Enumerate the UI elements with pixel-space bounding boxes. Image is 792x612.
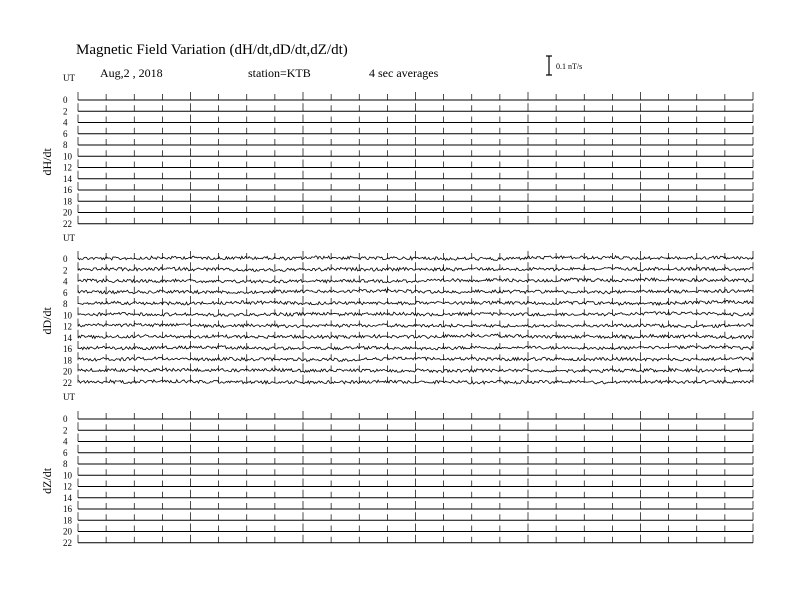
ut-tick-label: 12	[63, 321, 72, 332]
ut-tick-label: 20	[63, 207, 72, 218]
ut-label: UT	[63, 392, 75, 402]
ut-tick-label: 8	[63, 140, 68, 150]
ut-tick-label: 2	[63, 106, 68, 117]
ut-tick-label: 10	[63, 310, 72, 321]
y-axis-label: dH/dt	[40, 148, 54, 176]
ut-tick-label: 6	[63, 287, 68, 298]
ut-tick-label: 4	[63, 117, 68, 128]
ut-tick-label: 22	[63, 218, 72, 229]
ut-tick-label: 6	[63, 447, 68, 458]
ut-tick-label: 10	[63, 151, 72, 162]
station-label: station=KTB	[248, 66, 311, 80]
averages-label: 4 sec averages	[369, 66, 439, 80]
ut-tick-label: 16	[63, 185, 72, 195]
panel-dZ-dt	[40, 392, 753, 548]
ut-tick-label: 4	[63, 276, 68, 287]
panels	[40, 73, 753, 548]
date-label: Aug,2 , 2018	[100, 66, 163, 80]
y-axis-label: dD/dt	[40, 307, 54, 335]
panel-dD-dt	[40, 233, 753, 388]
chart-title: Magnetic Field Variation (dH/dt,dD/dt,dZ/dt)	[76, 42, 348, 58]
y-axis-label: dZ/dt	[40, 467, 54, 494]
ut-tick-label: 16	[63, 504, 72, 514]
ut-tick-label: 8	[63, 299, 68, 309]
ut-tick-label: 6	[63, 128, 68, 139]
ut-tick-label: 14	[63, 173, 72, 184]
ut-tick-label: 22	[63, 537, 72, 548]
ut-tick-label: 22	[63, 377, 72, 388]
panel-dH-dt	[40, 73, 753, 229]
ut-tick-label: 18	[63, 515, 72, 526]
scale-bar-label: 0.1 nT/s	[556, 62, 583, 71]
ut-tick-label: 10	[63, 470, 72, 481]
ut-tick-label: 18	[63, 355, 72, 366]
ut-label: UT	[63, 233, 75, 243]
ut-tick-label: 14	[63, 492, 72, 503]
ut-tick-label: 12	[63, 481, 72, 492]
ut-tick-label: 2	[63, 425, 68, 436]
scale-bar	[546, 56, 582, 75]
ut-tick-label: 8	[63, 459, 68, 469]
ut-tick-label: 0	[63, 254, 68, 264]
ut-tick-label: 20	[63, 366, 72, 377]
ut-tick-label: 12	[63, 162, 72, 173]
ut-tick-label: 0	[63, 95, 68, 105]
ut-tick-label: 2	[63, 265, 68, 276]
ut-tick-label: 18	[63, 196, 72, 207]
ut-tick-label: 0	[63, 414, 68, 424]
ut-tick-label: 14	[63, 332, 72, 343]
ut-label: UT	[63, 73, 75, 83]
ut-tick-label: 20	[63, 526, 72, 537]
ut-tick-label: 16	[63, 344, 72, 354]
ut-tick-label: 4	[63, 436, 68, 447]
